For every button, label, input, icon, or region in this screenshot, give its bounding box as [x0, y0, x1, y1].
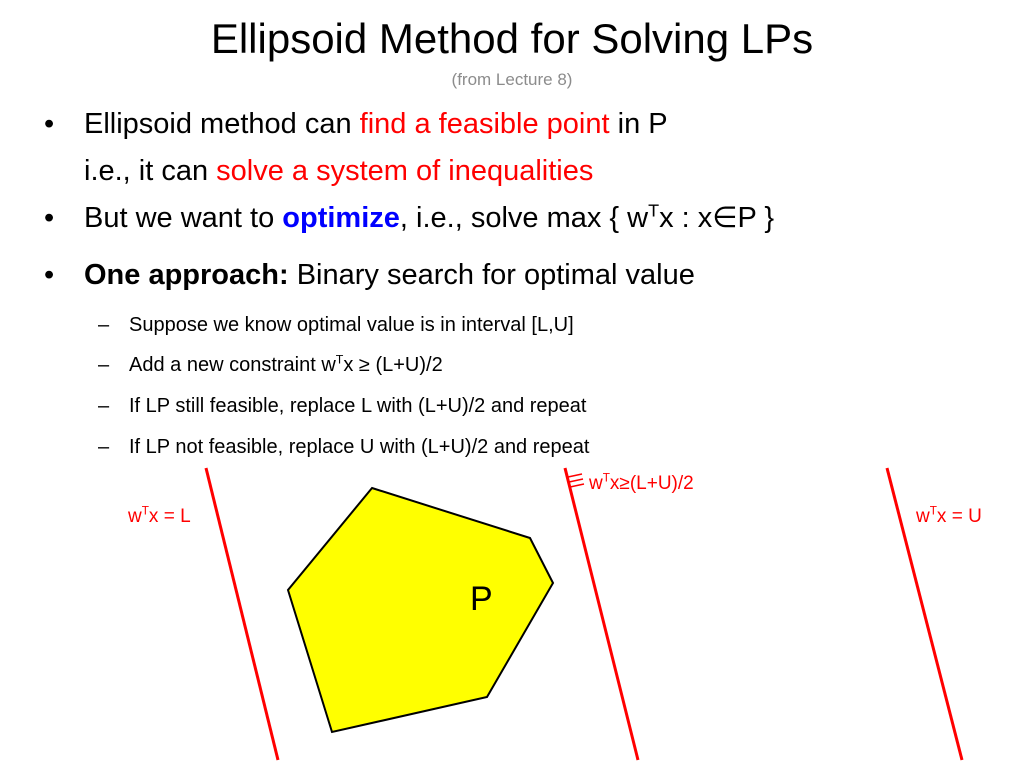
- superscript: T: [602, 471, 610, 485]
- label-part: x≥(L+U)/2: [609, 473, 694, 494]
- bullet-marker: •: [44, 202, 55, 234]
- label-lower-bound: [128, 506, 191, 528]
- constraint-line-lower: [206, 468, 278, 760]
- superscript: T: [141, 504, 149, 518]
- bullet-text-part: , i.e., solve max { w: [399, 202, 649, 234]
- highlight-text: optimize: [282, 202, 400, 234]
- bullet-text-part: in P: [609, 108, 668, 140]
- bullet-marker: •: [44, 108, 55, 140]
- superscript: T: [929, 504, 937, 518]
- subbullet-marker: –: [98, 395, 110, 417]
- bullet-marker: •: [44, 259, 55, 291]
- subbullet-text: Suppose we know optimal value is in interval [L,U]: [129, 314, 574, 336]
- bold-text: One approach:: [84, 259, 289, 291]
- bullet-text-part: Binary search for optimal value: [288, 259, 695, 291]
- subbullet-text: If LP not feasible, replace U with (L+U)/2 and repeat: [129, 436, 590, 458]
- slide-subtitle: (from Lecture 8): [451, 70, 573, 89]
- subbullet-marker: –: [98, 436, 110, 458]
- subbullet-text-part: x ≥ (L+U)/2: [343, 354, 443, 376]
- bullet-text-part: i.e., it can: [84, 155, 217, 187]
- superscript: T: [335, 352, 344, 367]
- slide-title: Ellipsoid Method for Solving LPs: [210, 15, 814, 62]
- polytope-p: [288, 488, 553, 732]
- label-upper-bound: [916, 506, 982, 528]
- label-part: x = U: [936, 506, 982, 527]
- constraint-line-mid: [565, 468, 638, 760]
- label-part: w: [589, 473, 603, 494]
- bullet-text-part: Ellipsoid method can: [84, 108, 360, 140]
- label-part: x = L: [148, 506, 191, 527]
- bullet-text-part: x : x∈P }: [659, 202, 775, 234]
- subbullet-text-part: Add a new constraint w: [129, 354, 336, 376]
- label-part: w: [916, 506, 930, 527]
- subbullet-text: If LP still feasible, replace L with (L+U)/2 and repeat: [129, 395, 587, 417]
- highlight-text: solve a system of inequalities: [216, 155, 594, 187]
- subbullet-marker: –: [98, 354, 110, 376]
- subbullet-marker: –: [98, 314, 110, 336]
- label-midpoint-constraint: [589, 473, 694, 495]
- polytope-label: P: [470, 580, 493, 618]
- bullet-text-part: But we want to: [84, 202, 283, 234]
- superscript: T: [648, 200, 660, 221]
- label-part: w: [128, 506, 142, 527]
- highlight-text: find a feasible point: [359, 108, 610, 140]
